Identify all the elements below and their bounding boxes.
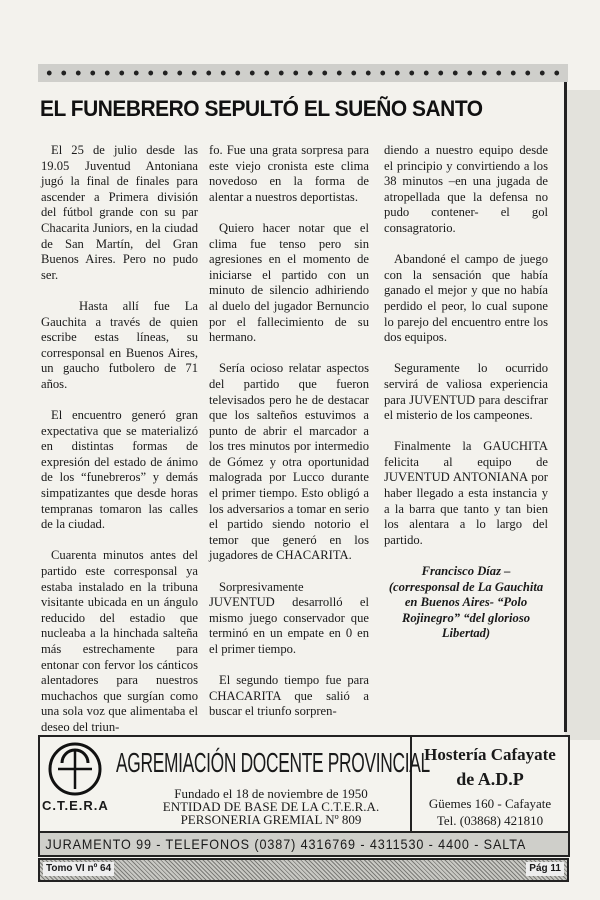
author-role: (corresponsal de La Gauchita en Buenos Aires- “Polo Rojinegro” “del glorioso Libertad) <box>388 579 544 641</box>
organization-details <box>136 787 406 826</box>
hosteria-phone: Tel. (03868) 421810 <box>436 813 544 828</box>
dotted-header-band <box>38 64 568 82</box>
founding-date: Fundado el 18 de noviembre de 1950 <box>174 786 368 801</box>
hosteria-title <box>412 743 568 791</box>
paragraph: Seguramente lo ocurrido servirá de valiosa experiencia para JUVENTUD para descifrar el misterio de los campeones. <box>384 361 548 423</box>
article-column-3 <box>384 143 548 642</box>
article-column-2 <box>209 143 369 736</box>
entity-line: ENTIDAD DE BASE DE LA C.T.E.R.A. <box>162 799 380 814</box>
paragraph: Abandoné el campo de juego con la sensación que había ganado el mejor y que no había perdido el peor, lo cual supone lo parejo del encuentro entre los dos equipos. <box>384 252 548 345</box>
paragraph: Sorpresivamente JUVENTUD desarrolló el mismo juego conservador que terminó en un empate en 0 en el primer tiempo. <box>209 579 369 656</box>
paragraph: El 25 de julio desde las 19.05 Juventud Antoniana jugó la final de finales para ascender a Primera división del fútbol grande con su par Chacarita Juniors, en la ciudad de San Martín, del Gran Buenos Aires. Pero no pudo ser. <box>41 143 198 282</box>
paragraph: Cuarenta minutos antes del partido este corresponsal ya estaba instalado en la tribuna visitante ubicada en un ángulo reducido del estadio que nucleaba a la hinchada salteña más estrechamente para entonar con fervor los cánticos alentadores para nuestros muchachos que surgían como una sola voz que alimentaba el deseo del triun- <box>41 548 198 734</box>
paragraph: fo. Fue una grata sorpresa para este viejo cronista este clima novedoso en la forma de alentar a nuestros deportistas. <box>209 143 369 204</box>
organization-name: AGREMIACIÓN DOCENTE PROVINCIAL <box>116 747 430 778</box>
article-column-1 <box>41 143 198 751</box>
paragraph: Finalmente la GAUCHITA felicita al equipo de JUVENTUD ANTONIANA por haber llegado a esta instancia y a la barra que tanto y tan bien los alentara a lo largo del partido. <box>384 439 548 547</box>
ctera-logo-icon <box>46 741 104 797</box>
hosteria-ad <box>412 737 568 831</box>
paragraph: Quiero hacer notar que el clima fue tenso pero sin agresiones en el momento de iniciarse el partido con un minuto de silencio adhiriendo al duelo del jugador Bernuncio por el fallecimiento de su hermano. <box>209 220 369 345</box>
contact-line: JURAMENTO 99 - TELEFONOS (0387) 4316769 - 4311530 - 4400 - SALTA <box>45 836 527 852</box>
contact-strip <box>40 831 568 855</box>
page-number: Pág 11 <box>526 862 564 876</box>
paragraph: Sería ocioso relatar aspectos del partido que fueron televisados pero he de destacar que los salteños estuvimos a punto de abrir el marcador a los tres minutos por intermedio de Gómez y otra oportunidad malograda por Lucco durante el primer tiempo. Esto obligó a los adversarios a tomar en serio el partido siendo notorio el temor que generó en los jugadores de CHACARITA. <box>209 361 369 563</box>
paragraph: El segundo tiempo fue para CHACARITA que salió a buscar el triunfo sorpren- <box>209 673 369 719</box>
facing-page-edge <box>565 90 600 740</box>
paragraph: Hasta allí fue La Gauchita a través de quien escribe estas líneas, su corresponsal en Buenos Aires, un gaucho futbolero de 71 años. <box>41 298 198 391</box>
page-footer <box>38 858 569 882</box>
author-name: Francisco Díaz – <box>421 564 511 579</box>
paragraph: diendo a nuestro equipo desde el principio y convirtiendo a los 38 minutos –en una jugada de atropellada que la defensa no pudo contener- el gol consagratorio. <box>384 143 548 235</box>
hosteria-name: Hostería Cafayate <box>424 745 556 764</box>
hosteria-contact <box>412 795 568 829</box>
hosteria-address: Güemes 160 - Cafayate <box>428 796 552 811</box>
hosteria-owner: de A.D.P <box>456 769 524 789</box>
paragraph: El encuentro generó gran expectativa que se materializó en distintas formas de expresión del estado de ánimo de los “funebreros” y demás simpatizantes que desde horas tempranas tomaron las calles de la ciudad. <box>41 408 198 532</box>
issue-label: Tomo VI nº 64 <box>43 862 114 876</box>
article-headline: EL FUNEBRERO SEPULTÓ EL SUEÑO SANTO <box>40 96 483 121</box>
advertisement <box>38 735 570 857</box>
logo-text: C.T.E.R.A <box>42 798 109 813</box>
personeria-line: PERSONERIA GREMIAL Nº 809 <box>180 812 362 827</box>
agremiacion-ad <box>40 737 430 831</box>
